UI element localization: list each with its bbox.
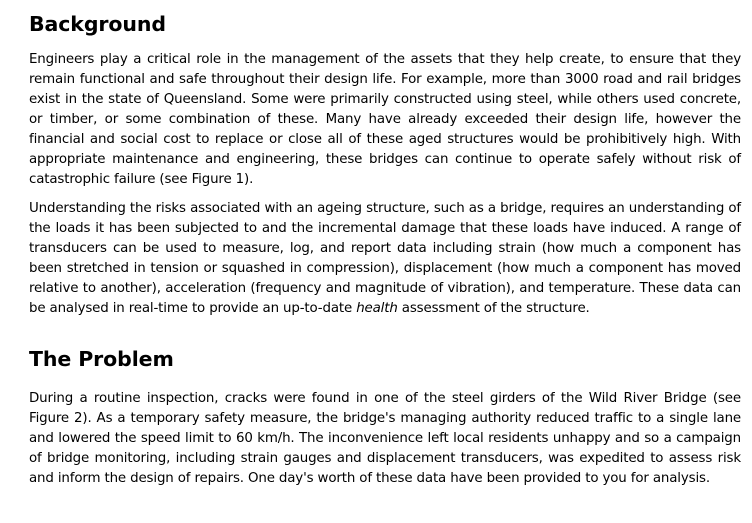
problem-paragraph-1: During a routine inspection, cracks were found in one of the steel girders of the Wild River Bridge (see Figure 2). As a temporary safety measure, the bridge's managing authority reduced traffic to a single lane and lowered the speed limit to 60 km/h. The inconvenience left local residents unhappy and so a campaign of bridge monitoring, including strain gauges and displacement transducers, was expedited to assess risk and inform the design of repairs. One day's worth of these data have been provided to you for analysis. [29,391,741,486]
background-paragraph-2 [29,199,741,319]
paragraph-text: assessment of the structure. [397,301,590,316]
paragraph-text: Understanding the risks associated with an ageing structure, such as a bridge, requires an understanding of the loads it has been subjected to and the incremental damage that these loads have induced. A range of transducers can be used to measure, log, and report data including strain (how much a component has been stretched in tension or squashed in compression), displacement (how much a component has moved relative to another), acceleration (frequency and magnitude of vibration), and temperature. These data can be analysed in real-time to provide an up-to-date [29,201,741,316]
section-heading-problem: The Problem [29,347,174,371]
section-heading-background: Background [29,12,166,36]
emphasis-health: health [356,301,398,316]
background-paragraph-1: Engineers play a critical role in the management of the assets that they help create, to ensure that they remain functional and safe throughout their design life. For example, more than 3000 road and rail bridges exist in the state of Queensland. Some were primarily constructed using steel, while others used concrete, or timber, or some combination of these. Many have already exceeded their design life, however the financial and social cost to replace or close all of these aged structures would be prohibitively high. With appropriate maintenance and engineering, these bridges can continue to operate safely without risk of catastrophic failure (see Figure 1). [29,52,741,187]
